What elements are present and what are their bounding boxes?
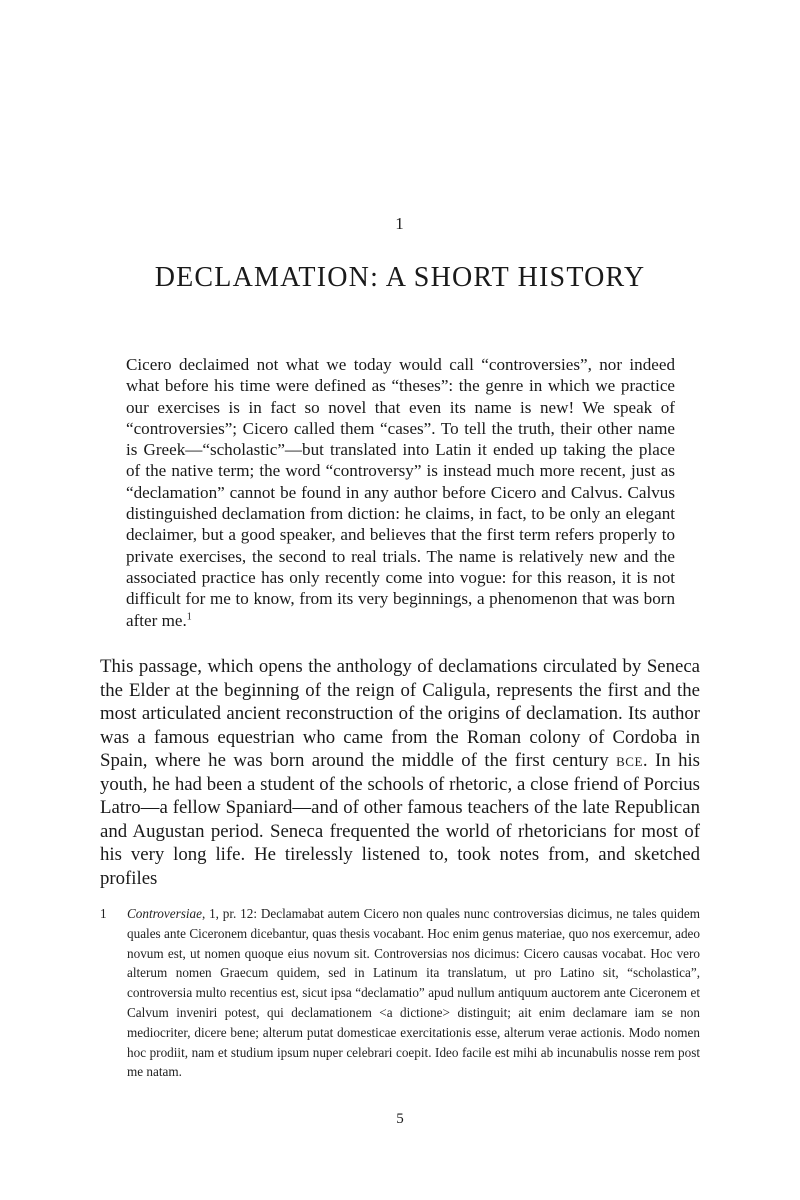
page-number: 5 (396, 1111, 404, 1127)
footnote-body (127, 904, 700, 1082)
chapter-title: DECLAMATION: A SHORT HISTORY (154, 262, 646, 293)
bce-abbreviation: bce (616, 750, 643, 771)
body-text-part-2: . In his youth, he had been a student of the schools of rhetoric, a close friend of Porcius Latro—a fellow Spaniard—and of other famous teachers of the late Republican and Augustan period. Seneca frequented the world of rhetoricians for most of his very long life. He tirelessly listened to, took notes from, and sketched profiles (100, 750, 700, 889)
body-paragraph (100, 655, 700, 890)
chapter-number: 1 (395, 214, 405, 233)
footnote-reference: 1 (186, 610, 192, 622)
footnote-latin-text: Declamabat autem Cicero non quales nunc controversias dicimus, ne tales quidem quales ante Ciceronem dicebantur, quas thesis vocabant. Hoc enim genus materiae, quo nos exercemur, adeo novum est, ut nomen quoque eius novum sit. Controversias nos dicimus: Cicero causas vocabat. Hoc vero alterum nomen Graecum quidem, sed in Latinum ita translatum, ut pro Latino sit, “scholastica”, controversia multo recentius est, sicut ipsa “declamatio” apud nullum antiquum auctorem ante Ciceronem et Calvum inveniri potest, qui declamationem <a dictione> distinguit; ait enim declamare iam se non mediocriter, dicere bene; alterum putat domesticae exercitationis esse, alterum verae actionis. Modo nomen hoc prodiit, nam et studium ipsum nuper celebrari coepit. Ideo facile est mihi ab incunabulis nosse rem post me natam. (127, 906, 701, 1080)
footnote-work-title: Controversiae (127, 906, 202, 921)
block-quote-text: Cicero declaimed not what we today would call “controversies”, nor indeed what before his time were defined as “theses”: the genre in which we practice our exercises is in fact so novel that even its name is new! We speak of “controversies”; Cicero called them “cases”. To tell the truth, their other name is Greek—“scholastic”—but translated into Latin it ended up taking the place of the native term; the word “controversy” is instead much more recent, just as “declamation” cannot be found in any author before Cicero and Calvus. Calvus distinguished declamation from diction: he claims, in fact, to be only an elegant declaimer, but a good speaker, and believes that the first term refers properly to private exercises, the second to real trials. The name is relatively new and the associated practice has only recently come into vogue: for this reason, it is not difficult for me to know, from its very beginnings, a phenomenon that was born after me. (126, 355, 675, 630)
footnote (100, 904, 700, 1082)
body-text-part-1: This passage, which opens the anthology of declamations circulated by Seneca the Elder at the beginning of the reign of Caligula, represents the first and the most articulated ancient reconstruction of the origins of declamation. Its author was a famous equestrian who came from the Roman colony of Cordoba in Spain, where he was born around the middle of the first century (100, 656, 700, 771)
footnote-number: 1 (100, 906, 107, 921)
block-quote (126, 354, 675, 631)
footnote-citation: , 1, pr. 12: (201, 906, 261, 921)
